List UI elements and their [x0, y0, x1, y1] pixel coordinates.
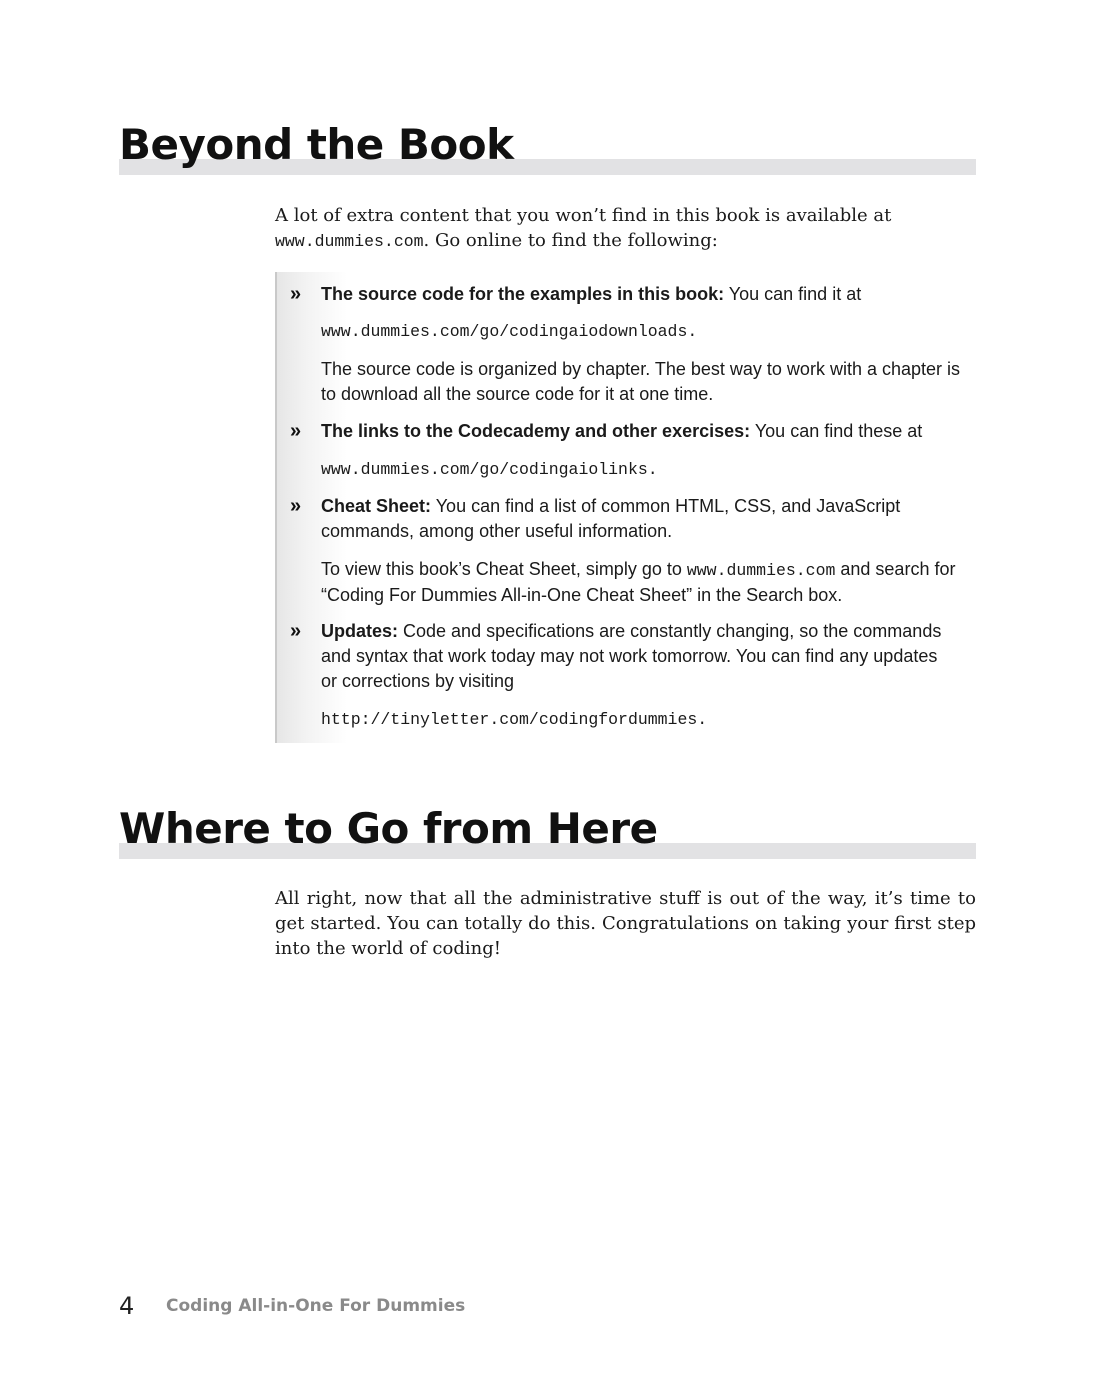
item-text: You can find it at	[724, 284, 862, 304]
closing-paragraph: All right, now that all the administrative stuff is out of the way, it’s time to get started. You can totally do this. Congratulations on taking your first step into the world of coding!	[275, 888, 976, 959]
exercise-link-line	[321, 457, 961, 482]
item-text: Code and specifications are constantly changing, so the commands and syntax that work today may not work tomorrow. You can find any updates or corrections by visiting	[321, 621, 942, 691]
double-chevron-icon: »	[290, 283, 299, 305]
dummies-link[interactable]: www.dummies.com	[275, 232, 424, 251]
item-text: You can find a list of common HTML, CSS, and JavaScript commands, among other useful information.	[321, 496, 901, 541]
link-period: .	[687, 322, 698, 341]
list-item-source-code	[290, 282, 950, 307]
running-book-title: Coding All-in-One For Dummies	[166, 1296, 466, 1316]
item-title: Updates:	[321, 621, 399, 641]
source-code-link[interactable]: www.dummies.com/go/codingaiodownloads	[321, 322, 688, 341]
page-number: 4	[119, 1292, 135, 1320]
item-title: The source code for the examples in this book:	[321, 284, 725, 304]
item-title: The links to the Codecademy and other exercises:	[321, 421, 751, 441]
item-title: Cheat Sheet:	[321, 496, 432, 516]
exercise-link[interactable]: www.dummies.com/go/codingaiolinks	[321, 460, 648, 479]
page-heading: Where to Go from Here	[119, 804, 658, 853]
section-heading-beyond-the-book	[119, 120, 976, 176]
double-chevron-icon: »	[290, 495, 299, 517]
resource-list-sidebar	[275, 272, 976, 743]
updates-link[interactable]: http://tinyletter.com/codingfordummies	[321, 710, 698, 729]
intro-paragraph	[275, 203, 976, 254]
double-chevron-icon: »	[290, 420, 299, 442]
source-code-note: The source code is organized by chapter. The best way to work with a chapter is to download all the source code for it at one time.	[321, 359, 960, 404]
list-item-updates	[290, 619, 950, 694]
list-item-exercise-links	[290, 419, 950, 444]
list-item-cheat-sheet	[290, 494, 950, 544]
section-heading-where-to-go	[119, 804, 976, 860]
link-period: .	[697, 710, 708, 729]
page-heading: Beyond the Book	[119, 120, 514, 169]
updates-link-line	[321, 707, 961, 732]
intro-text-end: . Go online to find the following:	[423, 230, 718, 251]
note-text: To view this book’s Cheat Sheet, simply go to	[321, 559, 687, 579]
intro-text: A lot of extra content that you won’t find in this book is available at	[275, 205, 892, 226]
double-chevron-icon: »	[290, 620, 299, 642]
link-period: .	[647, 460, 658, 479]
note-text-end: and search for “Coding For Dummies All-in-One Cheat Sheet” in the Search box.	[321, 559, 956, 605]
cheat-sheet-link[interactable]: www.dummies.com	[686, 561, 836, 580]
cheat-sheet-note	[321, 557, 961, 608]
item-text: You can find these at	[750, 421, 923, 441]
source-code-link-line	[321, 319, 961, 344]
